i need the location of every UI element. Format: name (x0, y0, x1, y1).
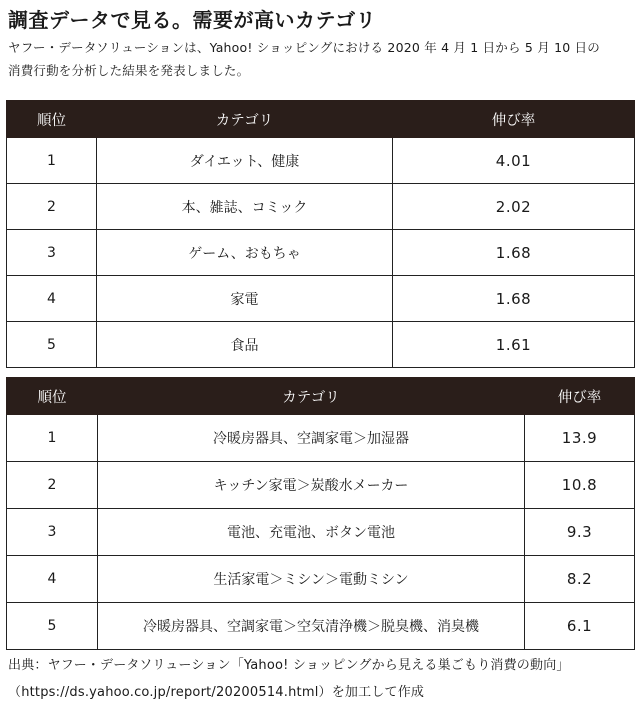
category-cell: 冷暖房器具、空調家電＞空気清浄機＞脱臭機、消臭機 (98, 603, 525, 650)
table-row (7, 556, 635, 603)
category-cell: 生活家電＞ミシン＞電動ミシン (98, 556, 525, 603)
rank-cell: 3 (7, 230, 97, 276)
category-cell: ダイエット、健康 (97, 138, 393, 184)
growth-cell: 2.02 (393, 184, 635, 230)
source-note (8, 652, 636, 706)
header-growth: 伸び率 (393, 101, 635, 138)
growth-cell: 10.8 (525, 462, 635, 509)
table-row (7, 230, 635, 276)
intro-line-2: 消費行動を分析した結果を発表しました。 (8, 63, 250, 78)
growth-cell: 1.61 (393, 322, 635, 368)
table-row (7, 322, 635, 368)
growth-cell: 4.01 (393, 138, 635, 184)
rank-cell: 1 (7, 415, 98, 462)
rank-cell: 5 (7, 322, 97, 368)
table-row (7, 276, 635, 322)
rank-cell: 1 (7, 138, 97, 184)
table-header-row (7, 378, 635, 415)
table-row (7, 415, 635, 462)
header-growth: 伸び率 (525, 378, 635, 415)
category-cell: 冷暖房器具、空調家電＞加湿器 (98, 415, 525, 462)
category-cell: キッチン家電＞炭酸水メーカー (98, 462, 525, 509)
intro-line-1: ヤフー・データソリューションは、Yahoo! ショッピングにおける 2020 年 4 月 1 日から 5 月 10 日の (8, 40, 600, 55)
growth-cell: 9.3 (525, 509, 635, 556)
table-row (7, 138, 635, 184)
rank-cell: 2 (7, 184, 97, 230)
table-row (7, 184, 635, 230)
page-title: 調査データで見る。需要が高いカテゴリ (8, 8, 377, 32)
category-cell: 食品 (97, 322, 393, 368)
header-rank: 順位 (7, 378, 98, 415)
growth-cell: 13.9 (525, 415, 635, 462)
rank-cell: 3 (7, 509, 98, 556)
growth-cell: 1.68 (393, 230, 635, 276)
category-cell: 本、雑誌、コミック (97, 184, 393, 230)
table-row (7, 462, 635, 509)
source-line-1: 出典：ヤフー・データソリューション「Yahoo! ショッピングから見える巣ごもり消費の動向」 (8, 658, 570, 673)
intro-text (8, 36, 633, 82)
category-ranking-table (6, 100, 635, 368)
growth-cell: 8.2 (525, 556, 635, 603)
subcategory-ranking-table (6, 377, 635, 650)
category-cell: 電池、充電池、ボタン電池 (98, 509, 525, 556)
source-line-2: （https://ds.yahoo.co.jp/report/20200514.html）を加工して作成 (8, 685, 425, 700)
table-row (7, 603, 635, 650)
rank-cell: 4 (7, 276, 97, 322)
category-cell: ゲーム、おもちゃ (97, 230, 393, 276)
rank-cell: 5 (7, 603, 98, 650)
header-category: カテゴリ (97, 101, 393, 138)
header-category: カテゴリ (98, 378, 525, 415)
rank-cell: 2 (7, 462, 98, 509)
category-cell: 家電 (97, 276, 393, 322)
table-row (7, 509, 635, 556)
header-rank: 順位 (7, 101, 97, 138)
growth-cell: 6.1 (525, 603, 635, 650)
growth-cell: 1.68 (393, 276, 635, 322)
table-header-row (7, 101, 635, 138)
rank-cell: 4 (7, 556, 98, 603)
